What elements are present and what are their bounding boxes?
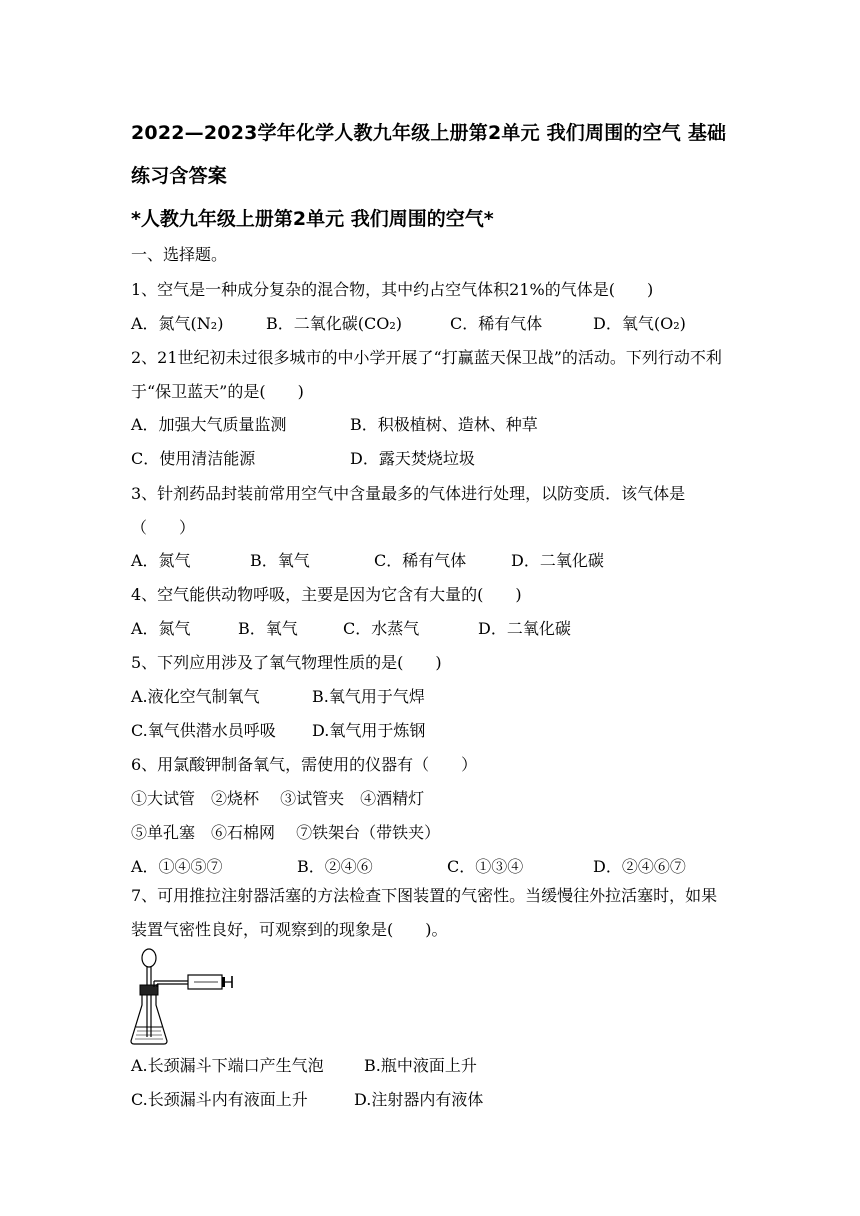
q6-items-line-1: ①大试管 ②烧杯 ③试管夹 ④酒精灯 — [131, 789, 425, 808]
q2-option-d: D．露天焚烧垃圾 — [350, 449, 475, 468]
question-7-stem: 7、可用推拉注射器活塞的方法检查下图装置的气密性。当缓慢往外拉活塞时，如果装置气密性良好，可观察到的现象是( )。 — [131, 886, 718, 939]
q2-option-c: C．使用清洁能源 — [131, 449, 256, 468]
q5-option-d: D.氧气用于炼钢 — [312, 721, 426, 740]
q1-option-d: D．氧气(O₂) — [593, 314, 686, 333]
q1-option-a: A．氮气(N₂) — [131, 314, 224, 333]
question-3-stem: 3、针剂药品封装前常用空气中含量最多的气体进行处理，以防变质．该气体是（ ） — [131, 484, 686, 537]
q6-option-d: D．②④⑥⑦ — [593, 857, 686, 876]
question-1-stem: 1、空气是一种成分复杂的混合物，其中约占空气体积21%的气体是( ) — [131, 280, 654, 299]
q5-option-b: B.氧气用于气焊 — [312, 687, 425, 706]
q3-option-c: C．稀有气体 — [374, 551, 467, 570]
question-6-stem: 6、用氯酸钾制备氧气，需使用的仪器有（ ） — [131, 755, 478, 774]
q7-option-b: B.瓶中液面上升 — [364, 1056, 477, 1075]
apparatus-figure — [128, 947, 236, 1047]
q4-option-b: B．氧气 — [238, 619, 298, 638]
q1-option-b: B．二氧化碳(CO₂) — [266, 314, 403, 333]
q2-option-a: A．加强大气质量监测 — [131, 415, 287, 434]
question-4-stem: 4、空气能供动物呼吸，主要是因为它含有大量的( ) — [131, 585, 522, 604]
q3-option-b: B．氧气 — [250, 551, 310, 570]
q7-option-a: A.长颈漏斗下端口产生气泡 — [131, 1056, 324, 1075]
q4-option-c: C．水蒸气 — [343, 619, 420, 638]
q3-option-a: A．氮气 — [131, 551, 191, 570]
q4-option-a: A．氮气 — [131, 619, 191, 638]
q6-items-line-2: ⑤单孔塞 ⑥石棉网 ⑦铁架台（带铁夹） — [131, 823, 441, 842]
q6-option-c: C．①③④ — [447, 857, 524, 876]
question-5-stem: 5、下列应用涉及了氧气物理性质的是( ) — [131, 653, 442, 672]
section-heading: 一、选择题。 — [131, 245, 228, 264]
q1-option-c: C．稀有气体 — [450, 314, 543, 333]
q7-option-c: C.长颈漏斗内有液面上升 — [131, 1090, 308, 1109]
question-2-stem: 2、21世纪初未过很多城市的中小学开展了“打赢蓝天保卫战”的活动。下列行动不利于“保卫蓝天”的是( ) — [131, 348, 722, 401]
q6-option-b: B．②④⑥ — [297, 857, 373, 876]
document-subtitle: *人教九年级上册第2单元 我们周围的空气* — [131, 208, 494, 230]
q7-option-d: D.注射器内有液体 — [354, 1090, 484, 1109]
q5-option-c: C.氧气供潜水员呼吸 — [131, 721, 276, 740]
document-title: 2022—2023学年化学人教九年级上册第2单元 我们周围的空气 基础练习含答案 — [131, 122, 727, 187]
q4-option-d: D．二氧化碳 — [478, 619, 571, 638]
q6-option-a: A．①④⑤⑦ — [131, 857, 223, 876]
q3-option-d: D．二氧化碳 — [511, 551, 604, 570]
q5-option-a: A.液化空气制氧气 — [131, 687, 260, 706]
q2-option-b: B．积极植树、造林、种草 — [350, 415, 538, 434]
